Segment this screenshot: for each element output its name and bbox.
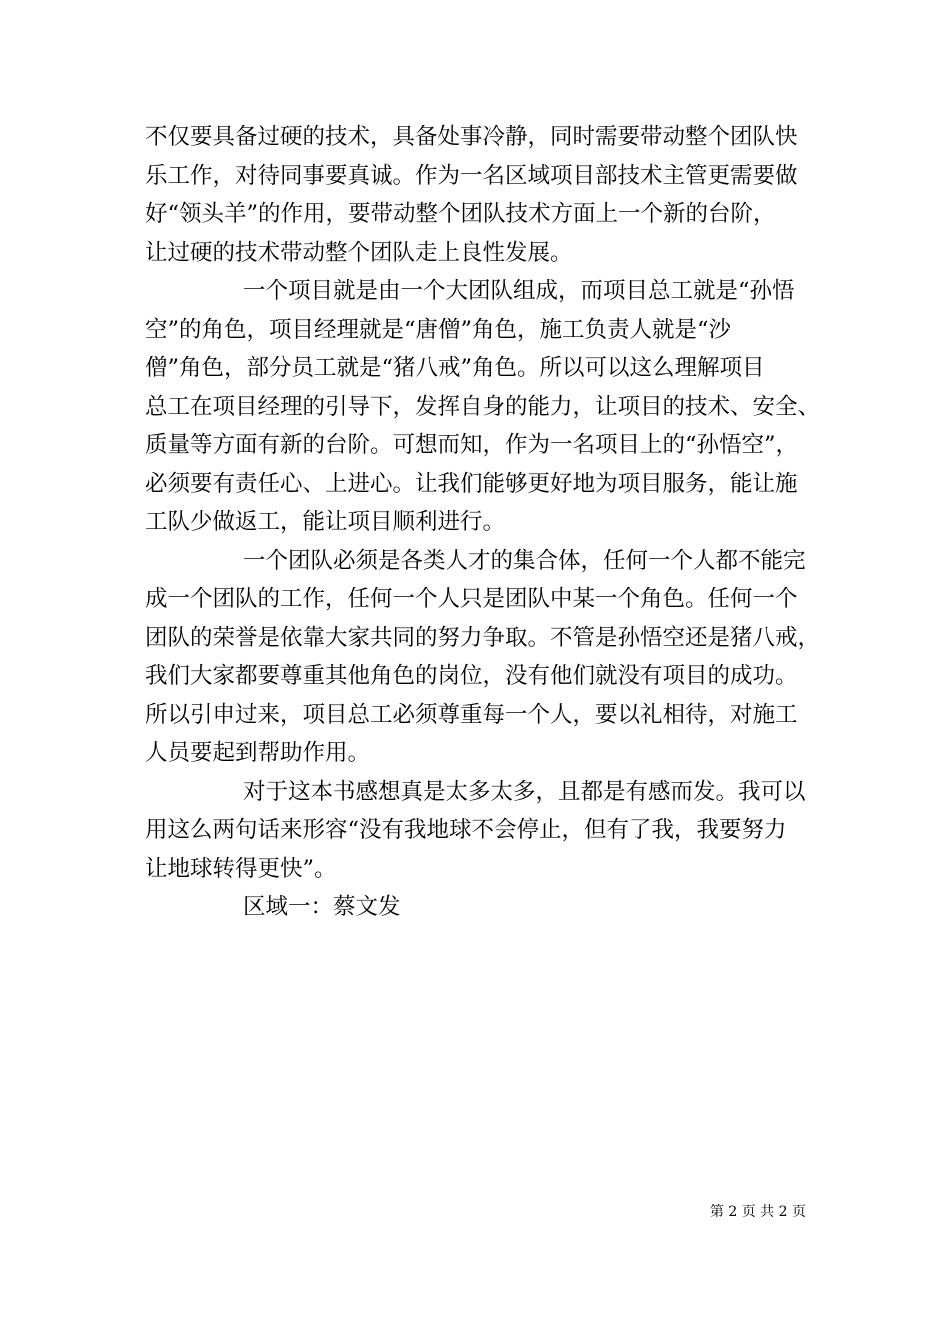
paragraph-line: 一个团队必须是各类人才的集合体，任何一个人都不能完 <box>243 547 806 574</box>
paragraph-line: 所以引申过来，项目总工必须尊重每一个人，要以礼相待，对施工 <box>145 701 798 728</box>
paragraph-line: 一个项目就是由一个大团队组成，而项目总工就是“孙悟 <box>243 278 795 304</box>
signature: 区域一：蔡文发 <box>243 894 401 920</box>
paragraph-line: 乐工作，对待同事要真诚。作为一名区域项目部技术主管更需要做 <box>145 162 798 189</box>
paragraph-line: 用这么两句话来形容“没有我地球不会停止，但有了我，我要努力 <box>145 817 787 843</box>
paragraph-line: 质量等方面有新的台阶。可想而知，作为一名项目上的“孙悟空”， <box>145 432 799 458</box>
paragraph-line: 团队的荣誉是依靠大家共同的努力争取。不管是孙悟空还是猪八戒， <box>145 624 821 651</box>
paragraph-1 <box>145 118 835 272</box>
page-number-footer: 第 2 页 共 2 页 <box>709 1204 806 1220</box>
paragraph-3 <box>145 542 835 773</box>
paragraph-line: 我们大家都要尊重其他角色的岗位，没有他们就没有项目的成功。 <box>145 663 798 689</box>
paragraph-line: 不仅要具备过硬的技术，具备处事冷静，同时需要带动整个团队快 <box>145 124 798 150</box>
paragraph-line: 好“领头羊”的作用，要带动整个团队技术方面上一个新的台阶， <box>145 201 776 227</box>
paragraph-line: 对于这本书感想真是太多太多，且都是有感而发。我可以 <box>243 778 806 805</box>
paragraph-line: 人员要起到帮助作用。 <box>145 740 371 766</box>
paragraph-line: 空”的角色，项目经理就是“唐僧”角色，施工负责人就是“沙 <box>145 316 732 343</box>
paragraph-2 <box>145 272 835 542</box>
paragraph-4 <box>145 773 835 889</box>
paragraph-line: 必须要有责任心、上进心。让我们能够更好地为项目服务，能让施 <box>145 470 798 497</box>
paragraph-line: 成一个团队的工作，任何一个人只是团队中某一个角色。任何一个 <box>145 586 798 612</box>
paragraph-line: 工队少做返工，能让项目顺利进行。 <box>145 509 506 535</box>
document-body <box>145 118 835 927</box>
paragraph-line: 僧”角色，部分员工就是“猪八戒”角色。所以可以这么理解项目 <box>145 355 765 381</box>
paragraph-line: 总工在项目经理的引导下，发挥自身的能力，让项目的技术、安全、 <box>145 393 821 420</box>
paragraph-line: 让过硬的技术带动整个团队走上良性发展。 <box>145 239 573 266</box>
paragraph-line: 让地球转得更快”。 <box>145 855 337 882</box>
